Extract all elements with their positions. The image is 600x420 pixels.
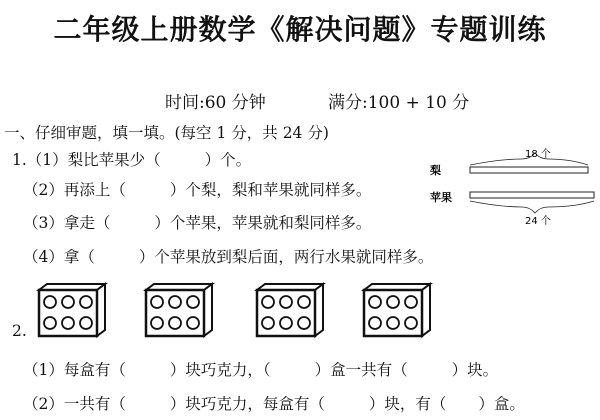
- fruit-comparison-diagram: [430, 148, 595, 228]
- question-1-part-4: （4）拿（ ）个苹果放到梨后面，两行水果就同样多。: [23, 248, 434, 266]
- apple-label: 苹果: [430, 191, 452, 204]
- section-heading: 一、仔细审题，填一填。(每空 1 分，共 24 分): [4, 124, 329, 142]
- page-title: 二年级上册数学《解决问题》专题训练: [53, 13, 547, 46]
- chocolate-box-icon: [360, 282, 433, 338]
- question-2-part-1: （1）每盒有（ ）块巧克力，（ ）盒一共有（ ）块。: [23, 361, 499, 379]
- question-1-part-1: 1.（1）梨比苹果少（ ）个。: [12, 151, 252, 169]
- pear-bar: [470, 167, 588, 173]
- chocolate-box-icon: [142, 282, 215, 338]
- pear-count: 18 个: [525, 149, 551, 160]
- pear-label: 梨: [430, 164, 441, 177]
- chocolate-box-icon: [35, 282, 108, 338]
- question-number: 1.: [12, 151, 27, 169]
- apple-count: 24 个: [525, 216, 551, 227]
- apple-brace: [470, 201, 594, 213]
- question-1-part-3: （3）拿走（ ）个苹果，苹果就和梨同样多。: [23, 214, 372, 232]
- question-2-number: 2.: [12, 322, 27, 340]
- question-2-part-2: （2）一共有（ ）块巧克力，每盒有（ ）块，有（ ）盒。: [23, 395, 525, 413]
- chocolate-box-icon: [253, 282, 326, 338]
- question-1-part-2: （2）再添上（ ）个梨，梨和苹果就同样多。: [23, 181, 372, 199]
- time-limit: 时间:60 分钟: [165, 93, 266, 113]
- full-score: 满分:100 + 10 分: [328, 93, 470, 113]
- apple-bar: [470, 192, 594, 198]
